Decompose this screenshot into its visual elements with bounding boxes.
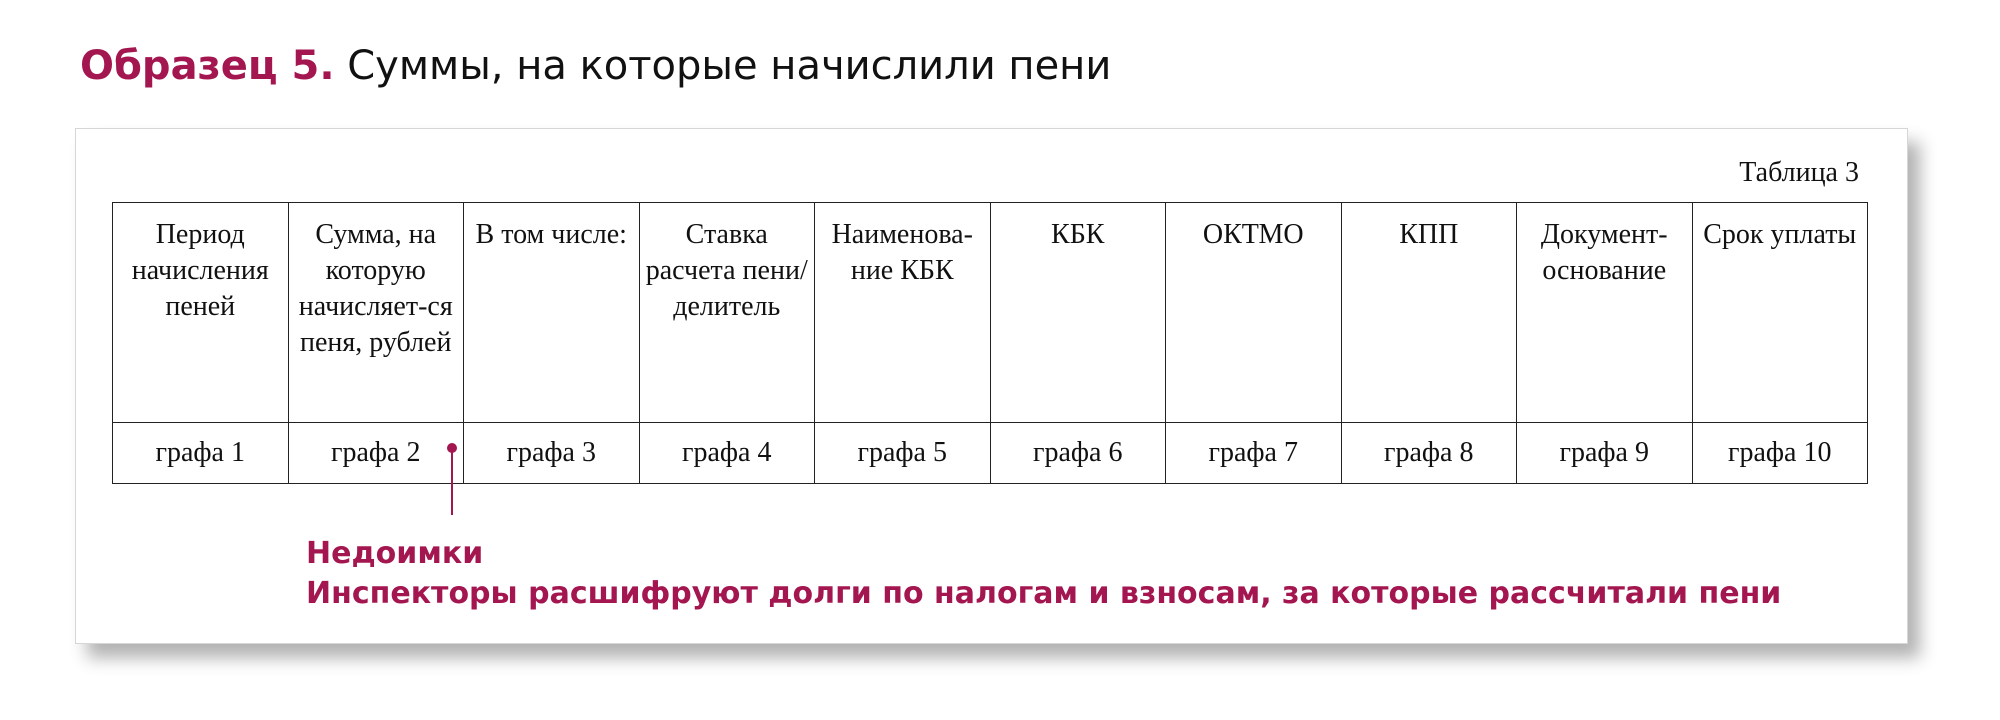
form-card — [75, 128, 1908, 644]
callout-title: Недоимки — [306, 536, 484, 571]
column-number-cell: графа 8 — [1341, 423, 1517, 484]
column-number-cell: графа 2 — [288, 423, 464, 484]
header-row — [113, 203, 1868, 423]
heading-title: Суммы, на которые начислили пени — [347, 43, 1112, 89]
column-number-cell: графа 4 — [639, 423, 815, 484]
column-number-cell: графа 10 — [1692, 423, 1868, 484]
header-cell-oktmo: ОКТМО — [1166, 203, 1342, 423]
page-heading — [80, 38, 1111, 94]
column-number-cell: графа 9 — [1517, 423, 1693, 484]
pointer-line — [451, 447, 453, 515]
column-number-cell: графа 3 — [464, 423, 640, 484]
header-cell-due-date: Срок уплаты — [1692, 203, 1868, 423]
header-cell-period: Период начисления пеней — [113, 203, 289, 423]
header-cell-kpp: КПП — [1341, 203, 1517, 423]
column-number-row — [113, 423, 1868, 484]
header-cell-document: Документ-основание — [1517, 203, 1693, 423]
column-number-cell: графа 1 — [113, 423, 289, 484]
column-number-cell: графа 5 — [815, 423, 991, 484]
penalty-table — [112, 202, 1868, 484]
table-number: Таблица 3 — [1739, 157, 1859, 188]
column-number-cell: графа 7 — [1166, 423, 1342, 484]
header-cell-amount: Сумма, на которую начисляет-ся пеня, рублей — [288, 203, 464, 423]
header-cell-including: В том числе: — [464, 203, 640, 423]
column-number-cell: графа 6 — [990, 423, 1166, 484]
header-cell-rate: Ставка расчета пени/ делитель — [639, 203, 815, 423]
sample-label: Образец 5. — [80, 43, 335, 89]
header-cell-kbk: КБК — [990, 203, 1166, 423]
callout-note — [306, 534, 1781, 614]
header-cell-kbk-name: Наименова-ние КБК — [815, 203, 991, 423]
callout-text: Инспекторы расшифруют долги по налогам и взносам, за которые рассчитали пени — [306, 576, 1782, 611]
